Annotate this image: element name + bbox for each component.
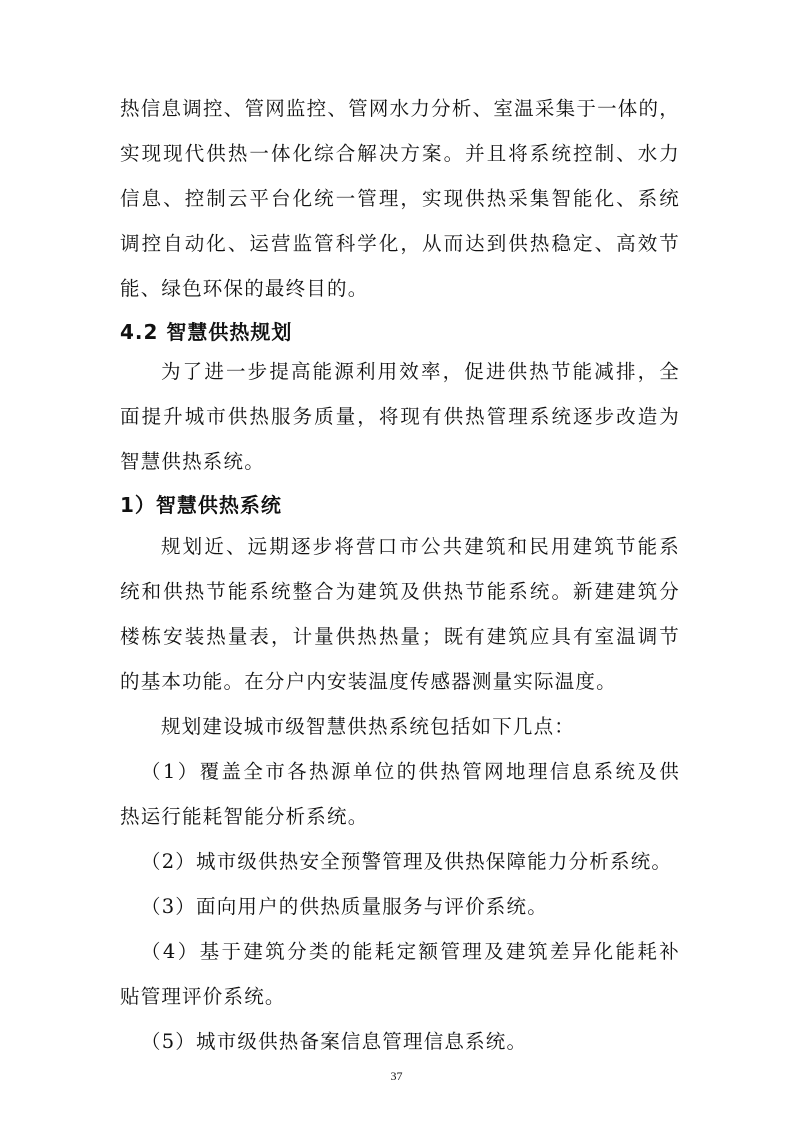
subsection-heading: 1）智慧供热系统 [120, 493, 282, 517]
list-item-line: （1）覆盖全市各热源单位的供热管网地理信息系统及供 [141, 760, 680, 783]
list-item-line: （2）城市级供热安全预警管理及供热保障能力分析系统。 [141, 850, 673, 873]
list-item-line: （4）基于建筑分类的能耗定额管理及建筑差异化能耗补 [141, 940, 680, 963]
paragraph-line: 统和供热节能系统整合为建筑及供热节能系统。新建建筑分 [120, 580, 680, 603]
paragraph-line: 楼栋安装热量表，计量供热热量；既有建筑应具有室温调节 [120, 625, 680, 648]
paragraph-line: 面提升城市供热服务质量，将现有供热管理系统逐步改造为 [120, 405, 680, 428]
list-item-line: （3）面向用户的供热质量服务与评价系统。 [141, 895, 548, 918]
paragraph-line: 智慧供热系统。 [120, 450, 265, 473]
section-heading: 4.2 智慧供热规划 [120, 320, 293, 344]
paragraph-line: 能、绿色环保的最终目的。 [120, 277, 369, 300]
paragraph-line: 实现现代供热一体化综合解决方案。并且将系统控制、水力 [120, 142, 680, 165]
paragraph-line: 规划建设城市级智慧供热系统包括如下几点： [161, 715, 576, 738]
paragraph-line: 规划近、远期逐步将营口市公共建筑和民用建筑节能系 [161, 535, 680, 558]
list-item-line: 贴管理评价系统。 [120, 985, 286, 1008]
paragraph-line: 信息、控制云平台化统一管理，实现供热采集智能化、系统 [120, 187, 680, 210]
page-number: 37 [390, 1069, 403, 1083]
list-item-line: （5）城市级供热备案信息管理信息系统。 [141, 1030, 528, 1053]
paragraph-line: 的基本功能。在分户内安装温度传感器测量实际温度。 [120, 670, 617, 693]
paragraph-line: 热信息调控、管网监控、管网水力分析、室温采集于一体的， [120, 97, 680, 120]
paragraph-line: 调控自动化、运营监管科学化，从而达到供热稳定、高效节 [120, 232, 680, 255]
list-item-line: 热运行能耗智能分析系统。 [120, 805, 369, 828]
paragraph-line: 为了进一步提高能源利用效率，促进供热节能减排，全 [161, 360, 680, 383]
